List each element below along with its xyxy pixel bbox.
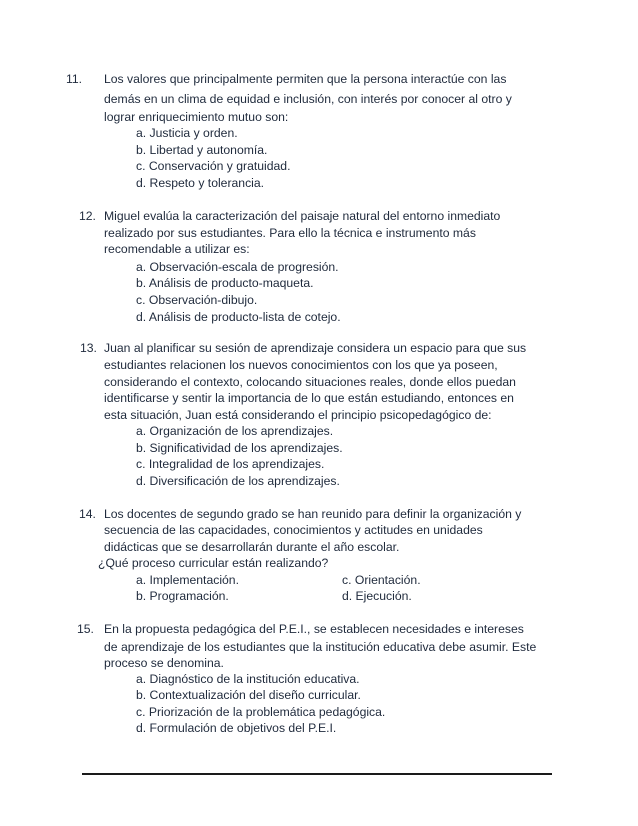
question-stem-line: realizado por sus estudiantes. Para ello la técnica e instrumento más	[104, 226, 476, 240]
question-stem-line: estudiantes relacionen los nuevos conocimientos con los que ya poseen,	[104, 358, 498, 372]
footer-divider	[82, 773, 552, 775]
question-stem-line: identificarse y sentir la importancia de lo que están estudiando, entonces en	[104, 391, 514, 405]
answer-option: c. Orientación.	[342, 573, 421, 587]
question-stem-line: considerando el contexto, colocando situaciones reales, donde ellos puedan	[104, 375, 516, 389]
question-number: 12.	[79, 209, 96, 223]
answer-option: a. Observación-escala de progresión.	[136, 260, 339, 274]
answer-option: a. Justicia y orden.	[136, 126, 238, 140]
question-stem-line: En la propuesta pedagógica del P.E.I., se establecen necesidades e intereses	[104, 622, 524, 636]
answer-option: d. Diversificación de los aprendizajes.	[136, 474, 340, 488]
answer-option: c. Integralidad de los aprendizajes.	[136, 457, 325, 471]
question-stem-line: de aprendizaje de los estudiantes que la institución educativa debe asumir. Este	[104, 640, 537, 654]
answer-option: b. Programación.	[136, 589, 229, 603]
answer-option: b. Análisis de producto-maqueta.	[136, 276, 314, 290]
question-stem-line: Juan al planificar su sesión de aprendizaje considera un espacio para que sus	[104, 341, 527, 355]
question-number: 11.	[66, 72, 83, 86]
question-stem-line: Miguel evalúa la caracterización del paisaje natural del entorno inmediato	[104, 209, 501, 223]
answer-option: d. Ejecución.	[342, 589, 412, 603]
question-stem-line: recomendable a utilizar es:	[104, 242, 250, 256]
question-number: 13.	[80, 341, 97, 355]
answer-option: b. Significatividad de los aprendizajes.	[136, 441, 343, 455]
answer-option: c. Observación-dibujo.	[136, 293, 258, 307]
answer-option: a. Organización de los aprendizajes.	[136, 424, 334, 438]
answer-option: b. Contextualización del diseño curricular.	[136, 688, 361, 702]
answer-option: a. Implementación.	[136, 573, 239, 587]
question-number: 15.	[77, 622, 94, 636]
question-stem-line: didácticas que se desarrollarán durante el año escolar.	[104, 540, 400, 554]
question-stem-line: demás en un clima de equidad e inclusión, con interés por conocer al otro y	[104, 92, 512, 106]
question-stem-line: lograr enriquecimiento mutuo son:	[104, 110, 289, 124]
answer-option: c. Conservación y gratuidad.	[136, 159, 291, 173]
answer-option: a. Diagnóstico de la institución educativa.	[136, 672, 360, 686]
answer-option: d. Respeto y tolerancia.	[136, 176, 265, 190]
answer-option: d. Análisis de producto-lista de cotejo.	[136, 310, 341, 324]
question-stem-line: proceso se denomina.	[104, 656, 224, 670]
answer-option: d. Formulación de objetivos del P.E.I.	[136, 721, 337, 735]
question-number: 14.	[79, 507, 96, 521]
question-stem-line: esta situación, Juan está considerando el principio psicopedagógico de:	[104, 408, 492, 422]
answer-option: c. Priorización de la problemática pedagógica.	[136, 705, 386, 719]
question-stem-line: ¿Qué proceso curricular están realizando?	[98, 556, 329, 570]
question-stem-line: Los docentes de segundo grado se han reunido para definir la organización y	[104, 507, 522, 521]
answer-option: b. Libertad y autonomía.	[136, 143, 268, 157]
question-stem-line: Los valores que principalmente permiten que la persona interactúe con las	[104, 72, 507, 86]
question-stem-line: secuencia de las capacidades, conocimientos y actitudes en unidades	[104, 523, 483, 537]
